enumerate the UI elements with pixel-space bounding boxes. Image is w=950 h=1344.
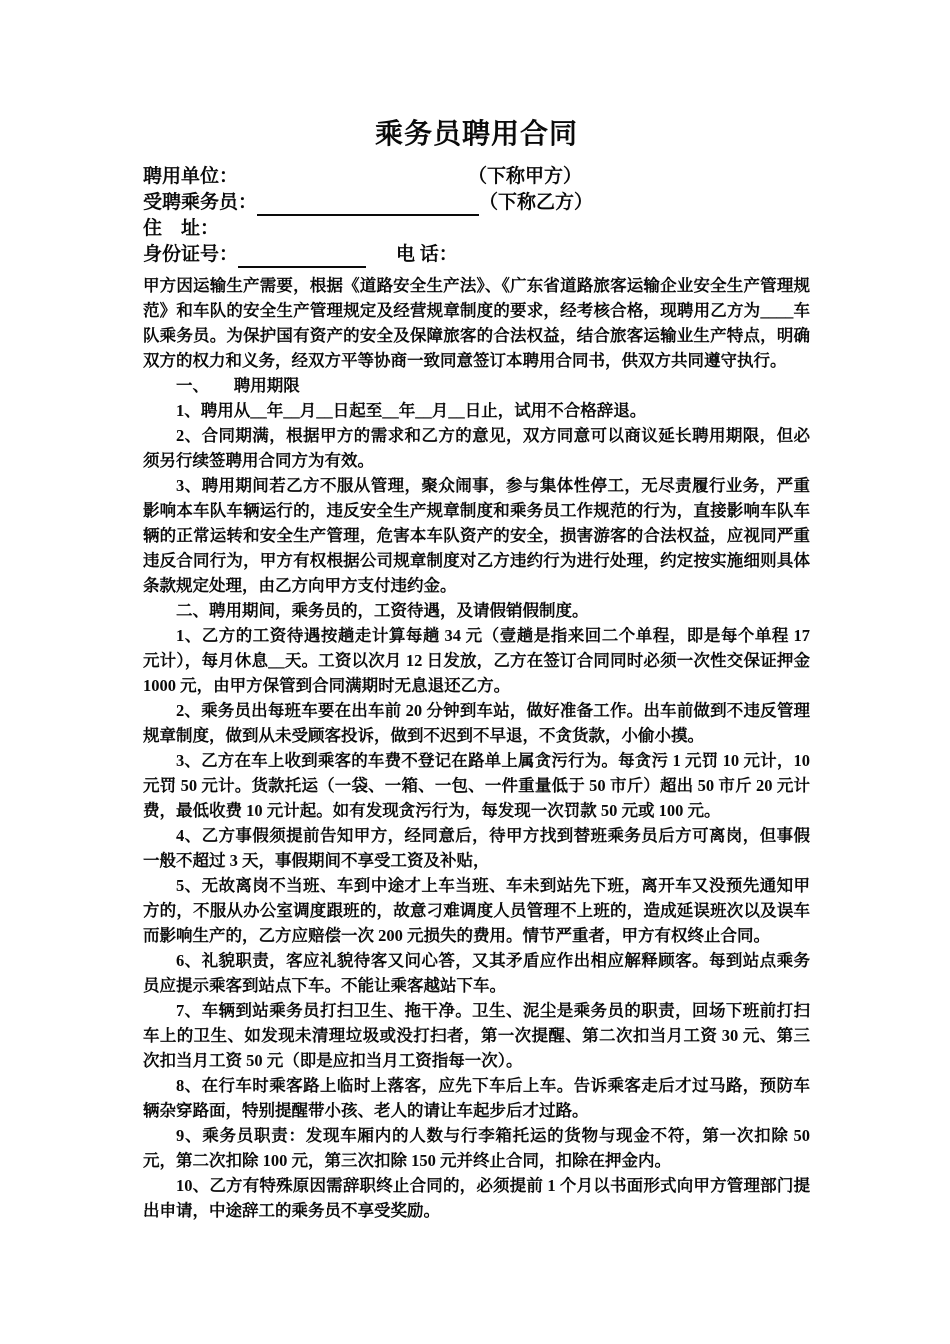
section-2-clause-8: 8、在行车时乘客路上临时上落客，应先下车后上车。告诉乘客走后才过马路，预防车辆杂穿路面，特别提醒带小孩、老人的请让车起步后才过路。 (143, 1076, 810, 1120)
section-2-clause-2: 2、乘务员出每班车要在出车前 20 分钟到车站，做好准备工作。出车前做到不违反管理规章制度，做到从未受顾客投诉，做到不迟到不早退，不贪货款，小偷小摸。 (143, 701, 810, 745)
field-row-employer (143, 164, 810, 190)
section-2-clause-10: 10、乙方有特殊原因需辞职终止合同的，必须提前 1 个月以书面形式向甲方管理部门提出申请，中途辞工的乘务员不享受奖励。 (143, 1176, 810, 1220)
document-title: 乘务员聘用合同 (374, 119, 578, 150)
section-1-clause-3: 3、聘用期间若乙方不服从管理，聚众闹事，参与集体性停工，无尽责履行业务，严重影响本车队车辆运行的，违反安全生产规章制度和乘务员工作规范的行为，直接影响车队车辆的正常运转和安全生产管理，危害本车队资产的安全，损害游客的合法权益，应视同严重违反合同行为，甲方有权根据公司规章制度对乙方违约行为进行处理，约定按实施细则具体条款规定处理，由乙方向甲方支付违约金。 (143, 476, 810, 595)
field-label-phone: 电 话： (396, 244, 458, 265)
blank-line-id-number (238, 244, 366, 268)
section-2-heading: 二、聘用期间，乘务员的，工资待遇，及请假销假制度。 (176, 601, 589, 620)
field-label-address: 住 址： (143, 218, 220, 239)
field-suffix-party-a: （下称甲方） (468, 166, 583, 187)
field-label-id-number: 身份证号： (143, 244, 239, 265)
section-2-clause-6: 6、礼貌职责，客应礼貌待客又问心答，又其矛盾应作出相应解释顾客。每到站点乘务员应提示乘客到站点下车。不能让乘客越站下车。 (143, 951, 810, 995)
section-2-clause-1: 1、乙方的工资待遇按趟走计算每趟 34 元（壹趟是指来回二个单程，即是每个单程 17 元计），每月休息__天。工资以次月 12 日发放，乙方在签订合同同时必须一次性交保证押金 1000 元，由甲方保管到合同满期时无息退还乙方。 (143, 626, 810, 695)
field-row-crew-member (143, 190, 810, 216)
blank-line-crew-member (257, 192, 479, 216)
section-2-clause-7: 7、车辆到站乘务员打扫卫生、拖干净。卫生、泥尘是乘务员的职责，回场下班前打扫车上的卫生、如发现未清理垃圾或没打扫者，第一次提醒、第二次扣当月工资 30 元、第三次扣当月工资 50 元（即是应扣当月工资指每一次）。 (143, 1001, 810, 1070)
section-2-clause-5: 5、无故离岗不当班、车到中途才上车当班、车未到站先下班，离开车又没预先通知甲方的，不服从办公室调度跟班的，故意刁难调度人员管理不上班的，造成延误班次以及误车而影响生产的，乙方应赔偿一次 200 元损失的费用。情节严重者，甲方有权终止合同。 (143, 876, 810, 945)
field-suffix-party-b: （下称乙方） (479, 192, 594, 213)
field-row-address (143, 216, 810, 242)
section-2-clause-9: 9、乘务员职责：发现车厢内的人数与行李箱托运的货物与现金不符，第一次扣除 50 元，第二次扣除 100 元，第三次扣除 150 元并终止合同，扣除在押金内。 (143, 1126, 810, 1170)
document-body (143, 273, 810, 1223)
field-row-id-number (143, 242, 810, 268)
preamble-paragraph: 甲方因运输生产需要，根据《道路安全生产法》、《广东省道路旅客运输企业安全生产管理规范》和车队的安全生产管理规定及经营规章制度的要求，经考核合格，现聘用乙方为____车队乘务员。为保护国有资产的安全及保障旅客的合法权益，结合旅客运输业生产特点，明确双方的权力和义务，经双方平等协商一致同意签订本聘用合同书，供双方共同遵守执行。 (143, 276, 810, 370)
section-1-clause-2: 2、合同期满，根据甲方的需求和乙方的意见，双方同意可以商议延长聘用期限，但必须另行续签聘用合同方为有效。 (143, 426, 810, 470)
section-1-heading: 一、 聘用期限 (176, 376, 300, 395)
field-label-employer: 聘用单位： (143, 166, 239, 187)
field-space-phone (366, 246, 396, 268)
section-1-clause-1: 1、聘用从__年__月__日起至__年__月__日止，试用不合格辞退。 (176, 401, 647, 420)
section-2-clause-3: 3、乙方在车上收到乘客的车费不登记在路单上属贪污行为。每贪污 1 元罚 10 元计，10 元罚 50 元计。货款托运（一袋、一箱、一包、一件重量低于 50 市斤）超出 50 市斤 20 元计费，最低收费 10 元计起。如有发现贪污行为，每发现一次罚款 50 元或 100 元。 (143, 751, 810, 820)
section-2-clause-4: 4、乙方事假须提前告知甲方，经同意后，待甲方找到替班乘务员后方可离岗，但事假一般不超过 3 天，事假期间不享受工资及补贴， (143, 826, 810, 870)
header-fields (143, 164, 810, 268)
field-space-employer (238, 168, 468, 190)
field-label-crew-member: 受聘乘务员： (143, 192, 258, 213)
